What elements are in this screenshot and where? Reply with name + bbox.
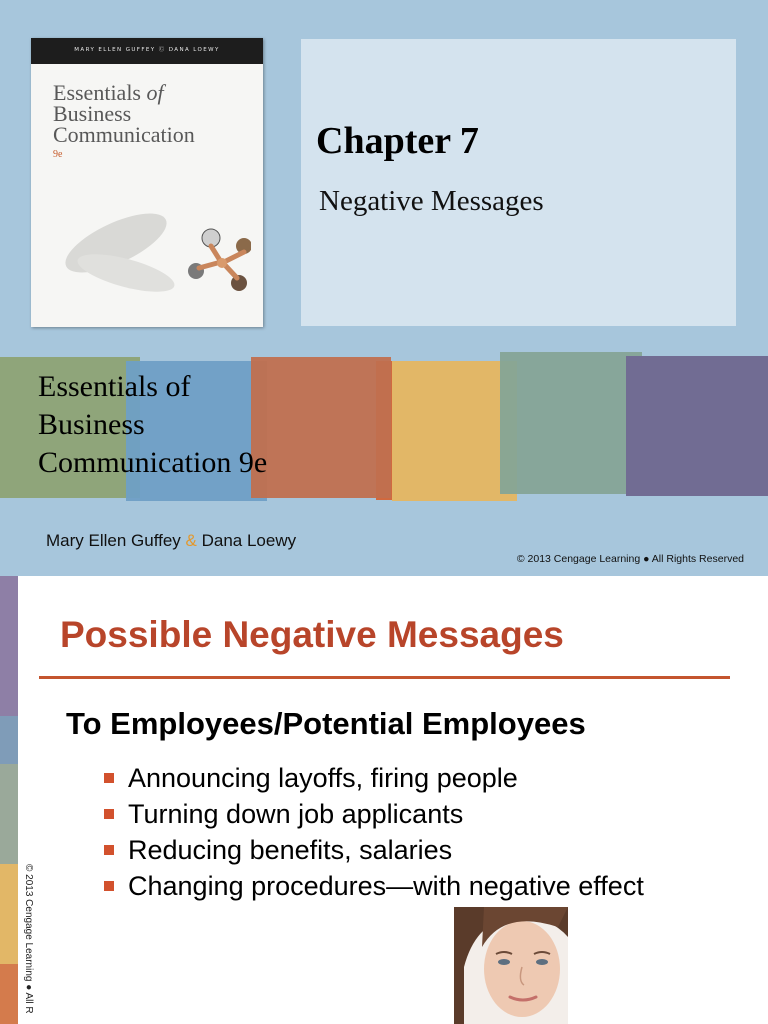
- bullet-text: Turning down job applicants: [128, 799, 464, 829]
- cover-title-line3: Communication: [53, 122, 195, 147]
- bullet-item: [104, 832, 644, 868]
- color-block-yellow: [392, 361, 517, 501]
- bullet-text: Changing procedures—with negative effect: [128, 871, 644, 901]
- cover-edition: 9e: [53, 149, 63, 160]
- bullet-item: [104, 796, 644, 832]
- bullet-text: Announcing layoffs, firing people: [128, 763, 518, 793]
- book-name: [38, 368, 267, 482]
- author-second: Dana Loewy: [201, 531, 297, 550]
- bullet-square-icon: [104, 773, 114, 783]
- cover-title-of: of: [146, 80, 164, 105]
- color-block-teal: [500, 352, 642, 494]
- cover-title-line1: Essentials: [53, 80, 141, 105]
- side-strip-purple: [0, 576, 18, 716]
- book-cover: [31, 38, 263, 327]
- cover-title-line2: Business: [53, 101, 132, 126]
- side-strip-orange: [0, 964, 18, 1024]
- section-heading: To Employees/Potential Employees: [66, 706, 586, 741]
- authors-line: [46, 531, 296, 551]
- chapter-subtitle: Negative Messages: [319, 185, 544, 217]
- cover-authors: MARY ELLEN GUFFEY Ⓒ DANA LOEWY: [74, 47, 220, 53]
- chapter-title: Chapter 7: [316, 120, 479, 162]
- woman-photo: [454, 907, 568, 1024]
- book-name-line2: Business: [38, 408, 145, 441]
- cover-title: [53, 82, 258, 145]
- side-copyright: © 2013 Cengage Learning ● All R: [23, 864, 34, 1014]
- bullet-square-icon: [104, 845, 114, 855]
- color-block-terracotta: [251, 357, 391, 498]
- side-strip-yellow: [0, 864, 18, 964]
- cover-hands-illustration: [61, 188, 251, 318]
- authors-ampersand: &: [185, 531, 197, 550]
- copyright-notice: © 2013 Cengage Learning ● All Rights Reserved: [516, 553, 744, 565]
- content-slide: [0, 576, 768, 1024]
- color-block-purple: [626, 356, 768, 496]
- book-name-line1: Essentials of: [38, 370, 191, 403]
- book-name-line3: Communication 9e: [38, 446, 268, 479]
- bullet-text: Reducing benefits, salaries: [128, 835, 453, 865]
- side-strip-gray: [0, 764, 18, 864]
- cover-author-band: [31, 38, 263, 64]
- side-color-strip: [0, 576, 18, 1024]
- bullet-square-icon: [104, 809, 114, 819]
- slide-heading: Possible Negative Messages: [60, 614, 564, 655]
- bullet-square-icon: [104, 881, 114, 891]
- author-first: Mary Ellen Guffey: [46, 531, 181, 550]
- bullet-list: [104, 760, 644, 904]
- bullet-item: [104, 760, 644, 796]
- side-strip-blue: [0, 716, 18, 764]
- heading-divider: [39, 676, 730, 679]
- bullet-item: [104, 868, 644, 904]
- chapter-title-box: [301, 39, 736, 326]
